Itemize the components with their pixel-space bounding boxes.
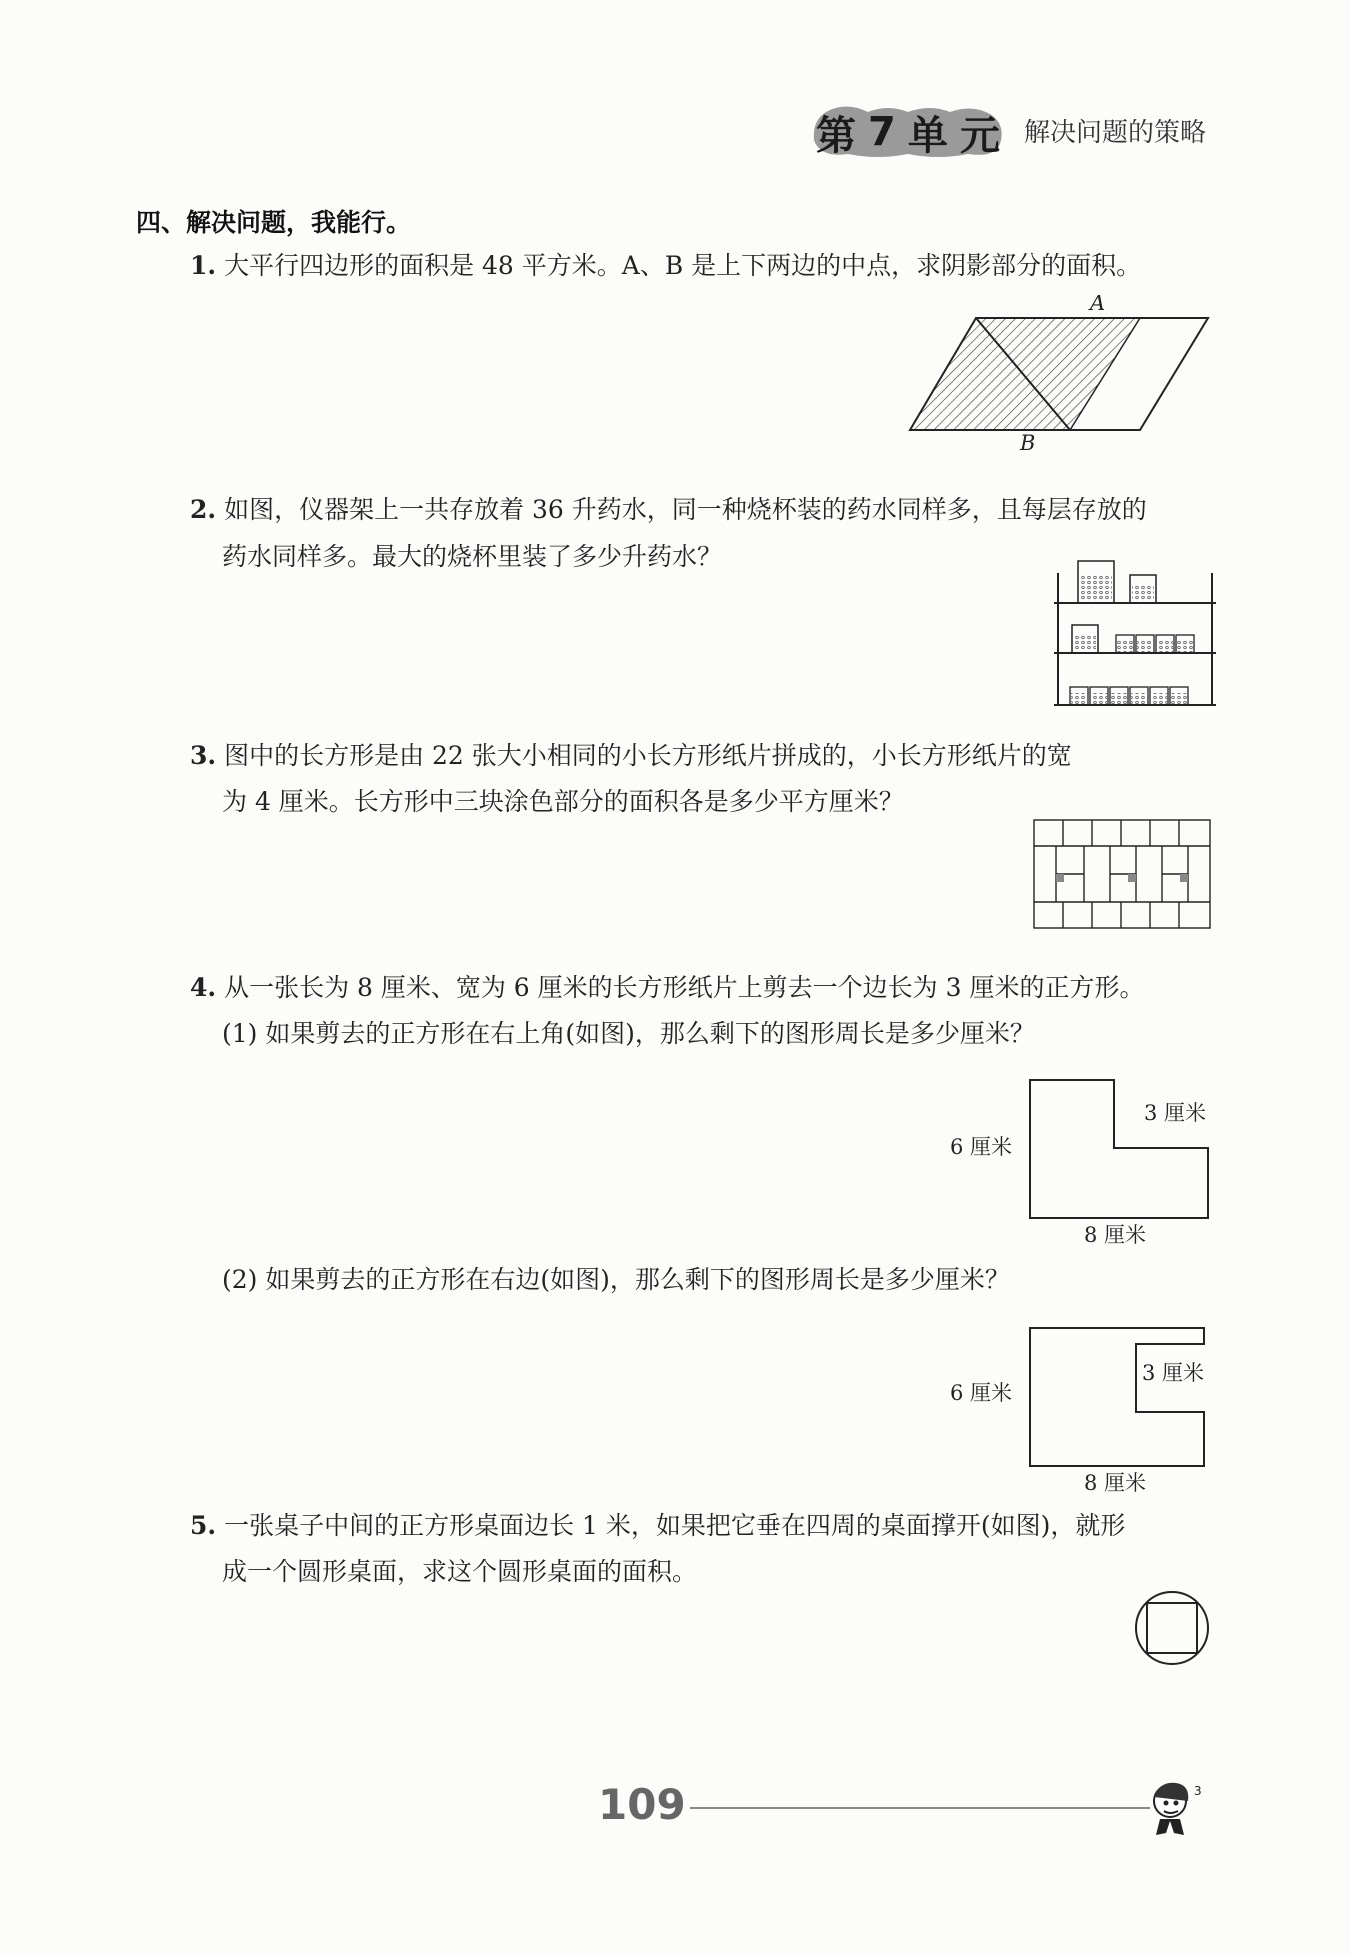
question-number: 5. [190, 1511, 217, 1540]
shaded-square [1056, 874, 1064, 882]
beaker-shelf-figure [1050, 555, 1220, 710]
question-4-line [190, 966, 1144, 1010]
beaker-small-row [1070, 687, 1188, 705]
tiled-rectangle-figure [1032, 818, 1212, 930]
question-5-line-2: 成一个圆形桌面，求这个圆形桌面的面积。 [222, 1557, 698, 1586]
unit-title [810, 104, 1006, 160]
unit-char: 7 [868, 109, 896, 155]
circle-table-figure [1132, 1588, 1212, 1668]
footer-rule [690, 1807, 1150, 1809]
page-number: 109 [598, 1780, 686, 1829]
section-heading: 四、解决问题，我能行。 [136, 208, 412, 237]
question-text: 大平行四边形的面积是 48 平方米。A、B 是上下两边的中点，求阴影部分的面积。 [224, 251, 1142, 280]
cartoon-mascot-icon [1140, 1775, 1210, 1845]
side-label-cut: 3 厘米 [1144, 1101, 1207, 1125]
question-text: 图中的长方形是由 22 张大小相同的小长方形纸片拼成的，小长方形纸片的宽 [224, 741, 1072, 770]
question-3-line-2: 为 4 厘米。长方形中三块涂色部分的面积各是多少平方厘米？ [222, 787, 904, 816]
unit-char: 单 [907, 112, 948, 159]
question-4-sub-2: (2) 如果剪去的正方形在右边(如图)，那么剩下的图形周长是多少厘米？ [222, 1265, 1010, 1294]
unit-char: 元 [959, 112, 1000, 159]
question-number: 3. [190, 741, 217, 770]
svg-text:3: 3 [1194, 1784, 1202, 1798]
question-number: 2. [190, 495, 217, 524]
question-number: 4. [190, 973, 217, 1002]
beaker-small-row [1116, 635, 1194, 653]
question-text: 从一张长为 8 厘米、宽为 6 厘米的长方形纸片上剪去一个边长为 3 厘米的正方形。 [224, 973, 1145, 1002]
shaded-square [1128, 874, 1136, 882]
question-3-line [190, 734, 1072, 778]
square-tabletop [1147, 1603, 1197, 1653]
question-1-line [190, 244, 1141, 288]
question-number: 1. [190, 251, 217, 280]
question-5-line [190, 1504, 1125, 1548]
point-label-a: A [1090, 295, 1106, 315]
cut-corner-figure [950, 1070, 1220, 1250]
point-label-b: B [1020, 431, 1036, 455]
shaded-square [1180, 874, 1188, 882]
side-label-left: 6 厘米 [950, 1381, 1013, 1405]
side-label-bottom: 8 厘米 [1084, 1223, 1147, 1247]
question-text: 如图，仪器架上一共存放着 36 升药水，同一种烧杯装的药水同样多，且每层存放的 [224, 495, 1147, 524]
question-2-line-2: 药水同样多。最大的烧杯里装了多少升药水？ [222, 542, 723, 571]
side-label-left: 6 厘米 [950, 1135, 1013, 1159]
question-text: 一张桌子中间的正方形桌面边长 1 米，如果把它垂在四周的桌面撑开(如图)，就形 [224, 1511, 1126, 1540]
question-2-line [190, 488, 1147, 532]
question-4-sub-1: (1) 如果剪去的正方形在右上角(如图)，那么剩下的图形周长是多少厘米？ [222, 1019, 1035, 1048]
side-label-cut: 3 厘米 [1142, 1361, 1205, 1385]
unit-subtitle: 解决问题的策略 [1024, 118, 1207, 148]
parallelogram-figure [900, 295, 1220, 455]
unit-char: 第 [816, 112, 857, 159]
cut-side-figure [950, 1318, 1220, 1498]
side-label-bottom: 8 厘米 [1084, 1471, 1147, 1495]
